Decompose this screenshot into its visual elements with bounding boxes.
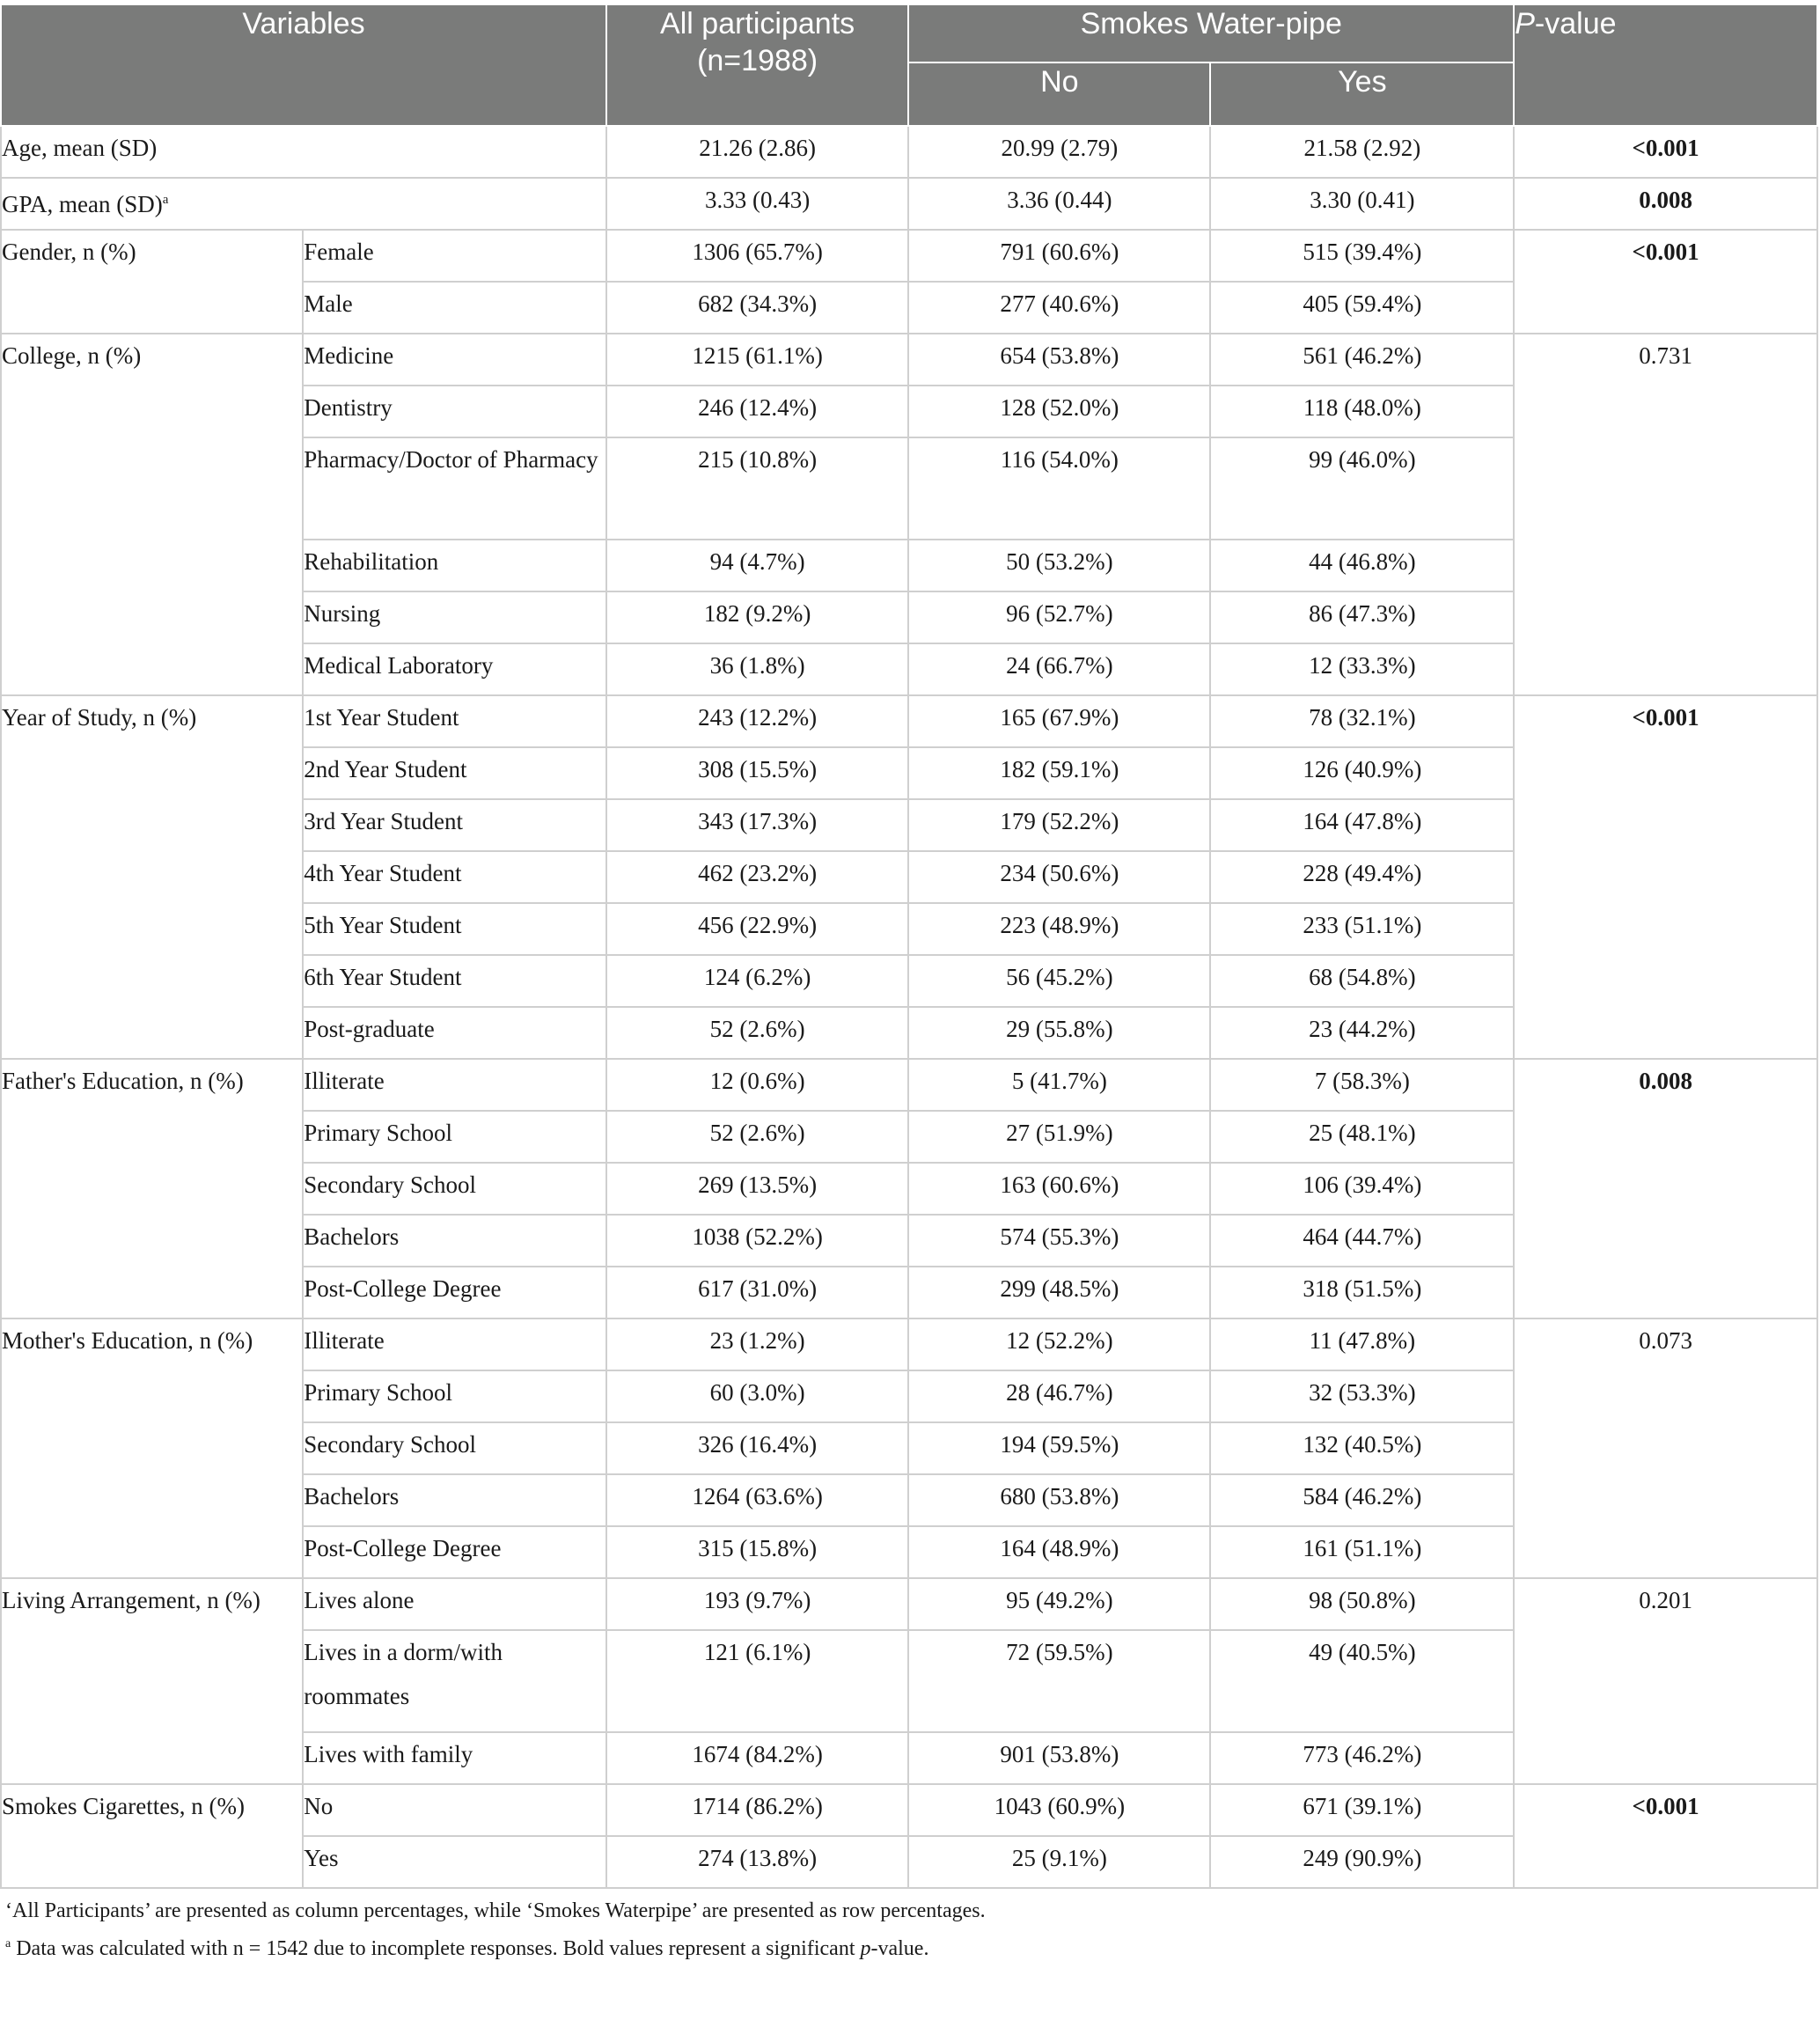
all-value-cell: 682 (34.3%) [606,282,908,334]
yes-value-cell: 164 (47.8%) [1210,799,1514,851]
header-p-value-p: P [1515,7,1535,40]
all-value-cell: 1264 (63.6%) [606,1474,908,1526]
variable-cell [1,1319,303,1578]
all-value-cell: 1674 (84.2%) [606,1732,908,1784]
no-value-cell: 95 (49.2%) [908,1578,1210,1630]
no-value-cell: 56 (45.2%) [908,955,1210,1007]
no-value-cell: 654 (53.8%) [908,334,1210,386]
yes-value-cell: 21.58 (2.92) [1210,126,1514,178]
all-value-cell: 462 (23.2%) [606,851,908,903]
yes-value-cell: 773 (46.2%) [1210,1732,1514,1784]
no-value-cell: 182 (59.1%) [908,747,1210,799]
category-cell: Bachelors [303,1474,606,1526]
header-all-participants-line2: (n=1988) [697,44,818,77]
no-value-cell: 791 (60.6%) [908,230,1210,282]
all-value-cell: 124 (6.2%) [606,955,908,1007]
header-all-participants-line1: All participants [660,7,855,40]
no-value-cell: 29 (55.8%) [908,1007,1210,1059]
yes-value-cell: 561 (46.2%) [1210,334,1514,386]
yes-value-cell: 671 (39.1%) [1210,1784,1514,1836]
p-value-cell: 0.008 [1514,1059,1817,1319]
category-cell: 5th Year Student [303,903,606,955]
yes-value-cell: 318 (51.5%) [1210,1267,1514,1319]
yes-value-cell: 25 (48.1%) [1210,1111,1514,1163]
no-value-cell: 27 (51.9%) [908,1111,1210,1163]
category-cell: Male [303,282,606,334]
no-value-cell: 12 (52.2%) [908,1319,1210,1370]
table-row [1,1319,1817,1370]
variable-cell [1,334,303,695]
all-value-cell: 1038 (52.2%) [606,1215,908,1267]
variable-label: GPA, mean (SD) [2,191,163,217]
variable-label: Living Arrangement, n (%) [2,1587,261,1613]
table-row [1,230,1817,282]
category-cell: Dentistry [303,386,606,437]
yes-value-cell: 118 (48.0%) [1210,386,1514,437]
no-value-cell: 1043 (60.9%) [908,1784,1210,1836]
category-cell: Female [303,230,606,282]
variable-label: Father's Education, n (%) [2,1068,244,1094]
all-value-cell: 456 (22.9%) [606,903,908,955]
header-smokes-water-pipe: Smokes Water-pipe [908,4,1514,62]
variable-label: Gender, n (%) [2,239,136,265]
yes-value-cell: 68 (54.8%) [1210,955,1514,1007]
yes-value-cell: 12 (33.3%) [1210,643,1514,695]
all-value-cell: 193 (9.7%) [606,1578,908,1630]
yes-value-cell: 161 (51.1%) [1210,1526,1514,1578]
variable-cell [1,1784,303,1888]
all-value-cell: 94 (4.7%) [606,540,908,591]
no-value-cell: 901 (53.8%) [908,1732,1210,1784]
variable-label: Age, mean (SD) [2,135,158,161]
category-cell: Post-College Degree [303,1526,606,1578]
p-value-cell: <0.001 [1514,126,1817,178]
category-cell: Yes [303,1836,606,1888]
category-cell: Bachelors [303,1215,606,1267]
p-value-cell: <0.001 [1514,230,1817,334]
category-cell: Primary School [303,1111,606,1163]
category-cell: 4th Year Student [303,851,606,903]
footnote-2 [5,1928,1820,1965]
all-value-cell: 52 (2.6%) [606,1007,908,1059]
variable-label: College, n (%) [2,342,142,369]
footnote-2-text-b: -value. [870,1937,929,1960]
category-cell: Post-College Degree [303,1267,606,1319]
table-row [1,695,1817,747]
yes-value-cell: 126 (40.9%) [1210,747,1514,799]
all-value-cell: 121 (6.1%) [606,1630,908,1732]
yes-value-cell: 78 (32.1%) [1210,695,1514,747]
p-value-cell: 0.201 [1514,1578,1817,1784]
yes-value-cell: 515 (39.4%) [1210,230,1514,282]
footnote-1: ‘All Participants’ are presented as column percentages, while ‘Smokes Waterpipe’ are presented as row percentages. [5,1899,986,1922]
p-value-cell: <0.001 [1514,1784,1817,1888]
yes-value-cell: 405 (59.4%) [1210,282,1514,334]
category-cell: Rehabilitation [303,540,606,591]
all-value-cell: 60 (3.0%) [606,1370,908,1422]
footnote-2-text-a: Data was calculated with n = 1542 due to incomplete responses. Bold values represent a significant [11,1937,861,1960]
table-row [1,1578,1817,1630]
category-cell: Post-graduate [303,1007,606,1059]
no-value-cell: 128 (52.0%) [908,386,1210,437]
header-all-participants [606,4,908,126]
category-cell: Pharmacy/Doctor of Pharmacy [303,437,606,540]
header-p-value [1514,4,1817,126]
no-value-cell: 164 (48.9%) [908,1526,1210,1578]
no-value-cell: 194 (59.5%) [908,1422,1210,1474]
variable-footnote-marker: a [162,193,169,207]
category-cell: Illiterate [303,1059,606,1111]
all-value-cell: 274 (13.8%) [606,1836,908,1888]
header-no: No [908,62,1210,126]
all-value-cell: 343 (17.3%) [606,799,908,851]
all-value-cell: 269 (13.5%) [606,1163,908,1215]
no-value-cell: 116 (54.0%) [908,437,1210,540]
yes-value-cell: 98 (50.8%) [1210,1578,1514,1630]
table-row [1,178,1817,230]
category-cell: Illiterate [303,1319,606,1370]
footnote-2-marker: a [5,1937,11,1950]
category-cell: Medical Laboratory [303,643,606,695]
table-row [1,1784,1817,1836]
footnotes [0,1894,1820,1965]
all-value-cell: 1215 (61.1%) [606,334,908,386]
no-value-cell: 25 (9.1%) [908,1836,1210,1888]
all-value-cell: 3.33 (0.43) [606,178,908,230]
yes-value-cell: 3.30 (0.41) [1210,178,1514,230]
category-cell: Lives with family [303,1732,606,1784]
variable-label: Year of Study, n (%) [2,704,197,731]
table-wrapper [0,4,1820,1965]
yes-value-cell: 464 (44.7%) [1210,1215,1514,1267]
data-table [0,4,1818,1889]
variable-cell [1,695,303,1059]
yes-value-cell: 106 (39.4%) [1210,1163,1514,1215]
yes-value-cell: 249 (90.9%) [1210,1836,1514,1888]
yes-value-cell: 233 (51.1%) [1210,903,1514,955]
header-yes: Yes [1210,62,1514,126]
all-value-cell: 243 (12.2%) [606,695,908,747]
category-cell: 6th Year Student [303,955,606,1007]
all-value-cell: 23 (1.2%) [606,1319,908,1370]
header-p-value-rest: -value [1534,7,1617,40]
no-value-cell: 20.99 (2.79) [908,126,1210,178]
no-value-cell: 574 (55.3%) [908,1215,1210,1267]
yes-value-cell: 23 (44.2%) [1210,1007,1514,1059]
all-value-cell: 326 (16.4%) [606,1422,908,1474]
all-value-cell: 21.26 (2.86) [606,126,908,178]
variable-cell [1,230,303,334]
all-value-cell: 1714 (86.2%) [606,1784,908,1836]
category-cell: Primary School [303,1370,606,1422]
footnote-2-italic: p [860,1937,871,1960]
table-row [1,126,1817,178]
p-value-cell: <0.001 [1514,695,1817,1059]
variable-label: Mother's Education, n (%) [2,1327,253,1354]
category-cell: Lives in a dorm/with roommates [303,1630,606,1732]
all-value-cell: 182 (9.2%) [606,591,908,643]
all-value-cell: 52 (2.6%) [606,1111,908,1163]
table-body [1,126,1817,1888]
yes-value-cell: 44 (46.8%) [1210,540,1514,591]
no-value-cell: 680 (53.8%) [908,1474,1210,1526]
no-value-cell: 3.36 (0.44) [908,178,1210,230]
variable-cell [1,1578,303,1784]
yes-value-cell: 132 (40.5%) [1210,1422,1514,1474]
all-value-cell: 617 (31.0%) [606,1267,908,1319]
p-value-cell: 0.008 [1514,178,1817,230]
table-row [1,1059,1817,1111]
no-value-cell: 165 (67.9%) [908,695,1210,747]
yes-value-cell: 11 (47.8%) [1210,1319,1514,1370]
yes-value-cell: 86 (47.3%) [1210,591,1514,643]
yes-value-cell: 7 (58.3%) [1210,1059,1514,1111]
all-value-cell: 12 (0.6%) [606,1059,908,1111]
yes-value-cell: 228 (49.4%) [1210,851,1514,903]
yes-value-cell: 49 (40.5%) [1210,1630,1514,1732]
category-cell: No [303,1784,606,1836]
all-value-cell: 246 (12.4%) [606,386,908,437]
all-value-cell: 36 (1.8%) [606,643,908,695]
table-header [1,4,1817,126]
category-cell: Nursing [303,591,606,643]
category-cell: 2nd Year Student [303,747,606,799]
no-value-cell: 5 (41.7%) [908,1059,1210,1111]
no-value-cell: 179 (52.2%) [908,799,1210,851]
no-value-cell: 72 (59.5%) [908,1630,1210,1732]
header-variables: Variables [1,4,606,126]
no-value-cell: 96 (52.7%) [908,591,1210,643]
category-cell: Lives alone [303,1578,606,1630]
all-value-cell: 215 (10.8%) [606,437,908,540]
category-cell: Medicine [303,334,606,386]
no-value-cell: 234 (50.6%) [908,851,1210,903]
category-cell: 1st Year Student [303,695,606,747]
table-row [1,334,1817,386]
no-value-cell: 277 (40.6%) [908,282,1210,334]
no-value-cell: 50 (53.2%) [908,540,1210,591]
category-cell: 3rd Year Student [303,799,606,851]
variable-cell [1,178,606,230]
category-cell: Secondary School [303,1163,606,1215]
no-value-cell: 299 (48.5%) [908,1267,1210,1319]
p-value-cell: 0.073 [1514,1319,1817,1578]
variable-cell [1,126,606,178]
no-value-cell: 24 (66.7%) [908,643,1210,695]
yes-value-cell: 99 (46.0%) [1210,437,1514,540]
yes-value-cell: 32 (53.3%) [1210,1370,1514,1422]
yes-value-cell: 584 (46.2%) [1210,1474,1514,1526]
all-value-cell: 1306 (65.7%) [606,230,908,282]
all-value-cell: 315 (15.8%) [606,1526,908,1578]
no-value-cell: 28 (46.7%) [908,1370,1210,1422]
variable-cell [1,1059,303,1319]
variable-label: Smokes Cigarettes, n (%) [2,1793,245,1819]
no-value-cell: 163 (60.6%) [908,1163,1210,1215]
all-value-cell: 308 (15.5%) [606,747,908,799]
category-cell: Secondary School [303,1422,606,1474]
p-value-cell: 0.731 [1514,334,1817,695]
no-value-cell: 223 (48.9%) [908,903,1210,955]
